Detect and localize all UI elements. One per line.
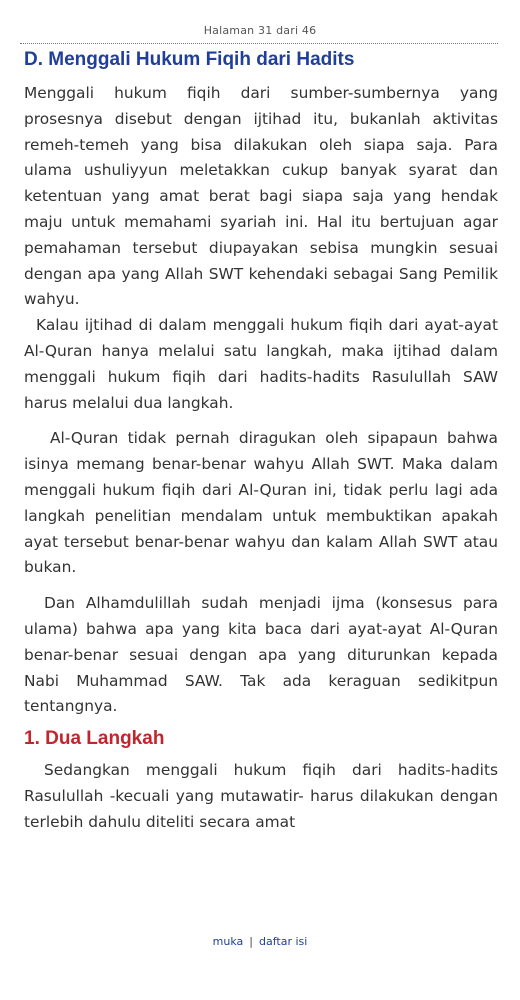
footer-separator: | [249, 935, 253, 948]
link-muka[interactable]: muka [212, 935, 244, 948]
page-content [24, 47, 498, 836]
paragraph-1: Menggali hukum fiqih dari sumber-sumbernya yang prosesnya disebut dengan ijtihad itu, bukanlah aktivitas remeh-temeh yang bisa dilakukan oleh siapa saja. Para ulama ushuliyyun meletakkan cukup banyak syarat dan ketentuan yang amat berat bagi siapa saja yang hendak maju untuk memahami syariah ini. Hal itu bertujuan agar pemahaman tersebut diupayakan sebisa mungkin sesuai dengan apa yang Allah SWT kehendaki sebagai Sang Pemilik wahyu. [24, 84, 498, 309]
paragraph-5: Sedangkan menggali hukum fiqih dari hadits-hadits Rasulullah -kecuali yang mutawatir- harus dilakukan dengan terlebih dahulu diteliti secara amat [24, 761, 498, 831]
paragraph-3: Al-Quran tidak pernah diragukan oleh sipapaun bahwa isinya memang benar-benar wahyu Allah SWT. Maka dalam menggali hukum fiqih dari Al-Quran ini, tidak perlu lagi ada langkah penelitian mendalam untuk membuktikan apakah ayat tersebut benar-benar wahyu dan kalam Allah SWT atau bukan. [24, 429, 498, 577]
footer-nav [0, 935, 520, 948]
subsection-title: 1. Dua Langkah [24, 728, 165, 750]
page-indicator: Halaman 31 dari 46 [203, 24, 317, 37]
paragraph-4: Dan Alhamdulillah sudah menjadi ijma (konsesus para ulama) bahwa apa yang kita baca dari ayat-ayat Al-Quran benar-benar sesuai dengan apa yang diturunkan kepada Nabi Muhammad SAW. Tak ada keraguan sedikitpun tentangnya. [24, 594, 498, 716]
link-daftar-isi[interactable]: daftar isi [259, 935, 308, 948]
header-divider [20, 43, 498, 44]
section-title: D. Menggali Hukum Fiqih dari Hadits [24, 49, 355, 70]
paragraph-2: Kalau ijtihad di dalam menggali hukum fiqih dari ayat-ayat Al-Quran hanya melalui satu langkah, maka ijtihad dalam menggali hukum fiqih dari hadits-hadits Rasulullah SAW harus melalui dua langkah. [24, 316, 498, 412]
